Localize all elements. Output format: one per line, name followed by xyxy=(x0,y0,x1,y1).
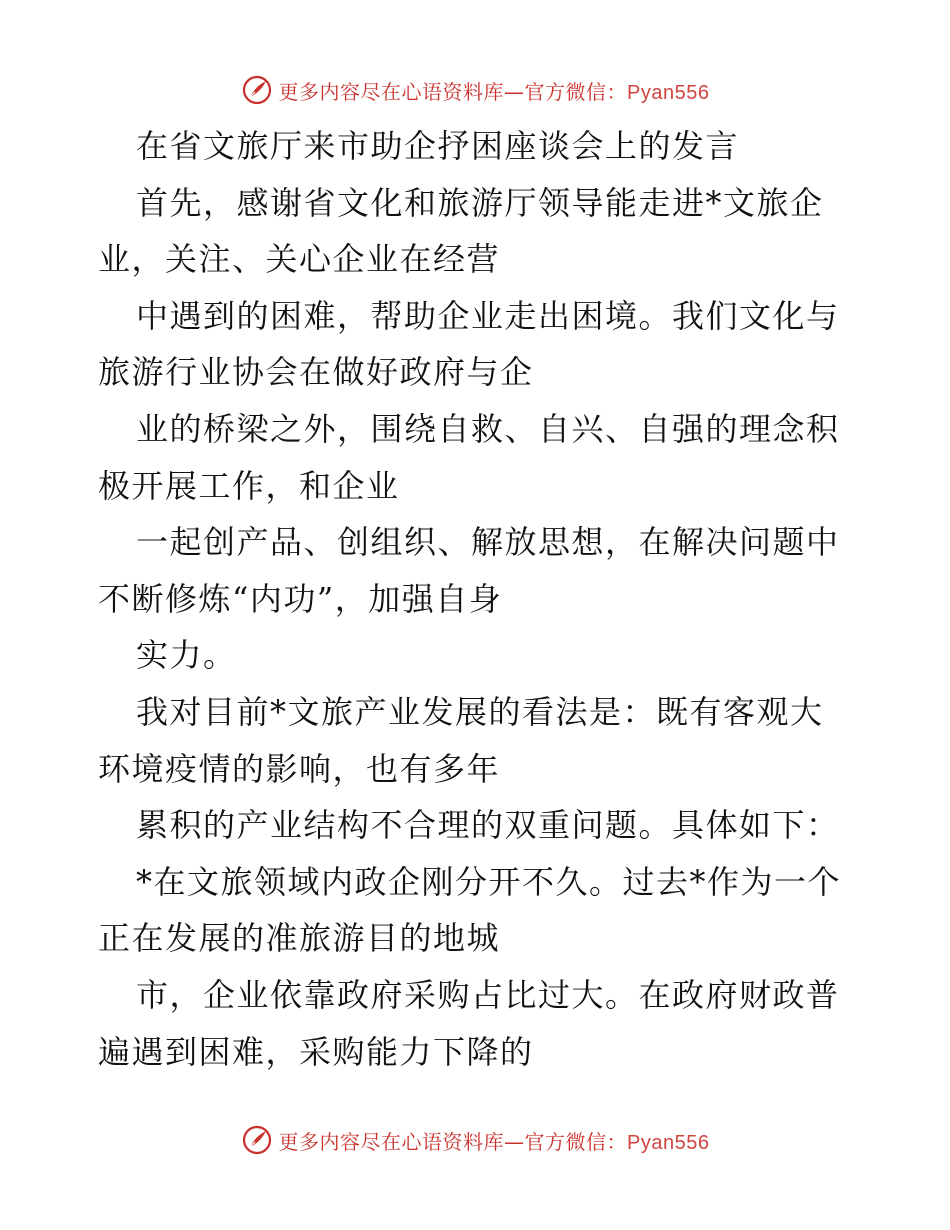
text-line: 首先，感谢省文化和旅游厅领导能走进*文旅企 xyxy=(136,183,824,222)
document-body xyxy=(98,118,858,1080)
text-line: 累积的产业结构不合理的双重问题。具体如下： xyxy=(136,806,840,845)
text-line: 在省文旅厅来市助企抒困座谈会上的发言 xyxy=(136,127,740,165)
text-line: 市，企业依靠政府采购占比过大。在政府财政普 xyxy=(136,975,840,1014)
watermark-wechat-id: Pyan556 xyxy=(627,1131,710,1154)
text-line: 极开展工作，和企业 xyxy=(98,466,400,505)
text-line: 旅游行业协会在做好政府与企 xyxy=(98,353,534,392)
text-line: 正在发展的准旅游目的地城 xyxy=(98,919,501,958)
text-line: 我对目前*文旅产业发展的看法是：既有客观大 xyxy=(136,692,824,731)
text-line: 环境疫情的影响，也有多年 xyxy=(98,749,501,788)
watermark-label: 更多内容尽在心语资料库—官方微信： xyxy=(278,1129,628,1154)
watermark-label: 更多内容尽在心语资料库—官方微信： xyxy=(278,79,628,104)
quill-logo-icon xyxy=(241,74,273,106)
text-line: 业的桥梁之外，围绕自救、自兴、自强的理念积 xyxy=(136,409,840,448)
header-watermark xyxy=(0,70,950,110)
watermark-text xyxy=(279,76,710,105)
watermark-text xyxy=(279,1126,710,1155)
footer-watermark xyxy=(0,1120,950,1160)
text-line: 不断修炼“内功”，加强自身 xyxy=(98,579,503,618)
text-line: 一起创产品、创组织、解放思想，在解决问题中 xyxy=(136,523,840,562)
text-line: 业，关注、关心企业在经营 xyxy=(98,240,501,279)
text-line: 遍遇到困难，采购能力下降的 xyxy=(98,1032,534,1071)
watermark-wechat-id: Pyan556 xyxy=(627,81,710,104)
text-line: *在文旅领域内政企刚分开不久。过去*作为一个 xyxy=(136,862,842,901)
quill-logo-icon xyxy=(241,1124,273,1156)
text-line: 中遇到的困难，帮助企业走出困境。我们文化与 xyxy=(136,296,840,335)
text-line: 实力。 xyxy=(136,636,237,675)
